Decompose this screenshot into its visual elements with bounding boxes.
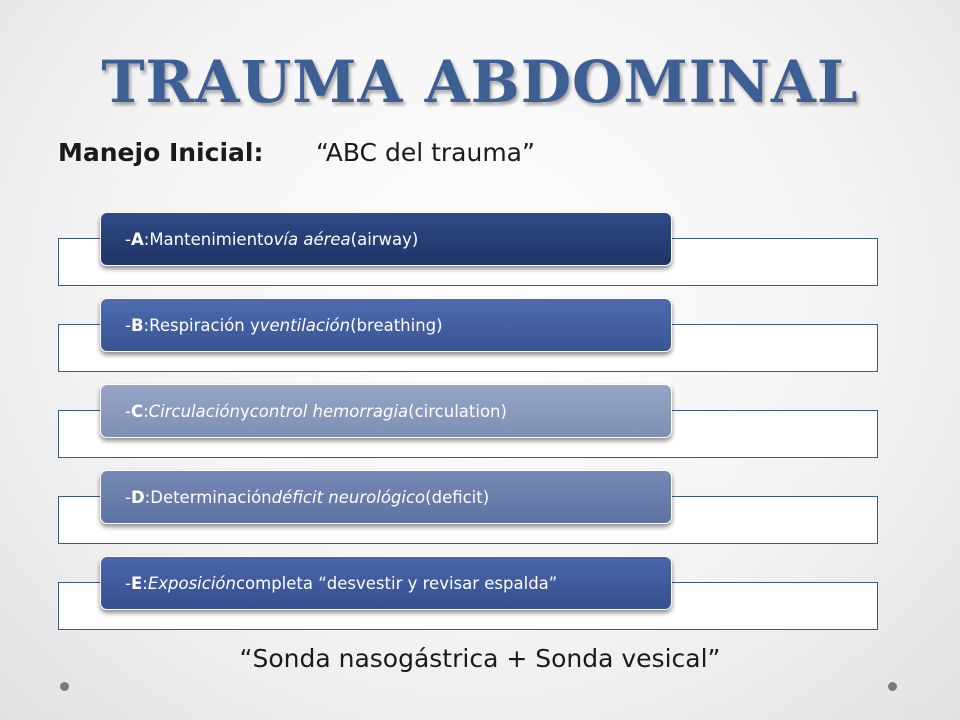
subtitle-value: “ABC del trauma” [316,138,535,167]
slide-title: TRAUMA ABDOMINAL [101,48,859,116]
step-a-bar: - A : Mantenimiento vía aérea (airway) [100,212,672,266]
step-e-bar: - E : Exposición completa “desvestir y revisar espalda” [100,556,672,610]
right-dot-decoration [888,682,897,691]
step-d-key: D [130,487,145,507]
subtitle-label: Manejo Inicial: [58,138,264,167]
footer-note: “Sonda nasogástrica + Sonda vesical” [239,644,721,673]
step-e-key: E [130,573,143,593]
left-dot-decoration [60,682,69,691]
step-d-bar: - D : Determinación déficit neurológico (deficit) [100,470,672,524]
step-b-key: B [130,315,144,335]
step-c-bar: - C : Circulación y control hemorragia (circulation) [100,384,672,438]
step-c-key: C [130,401,144,421]
step-a-key: A [130,229,144,249]
step-b-bar: - B : Respiración y ventilación (breathing) [100,298,672,352]
